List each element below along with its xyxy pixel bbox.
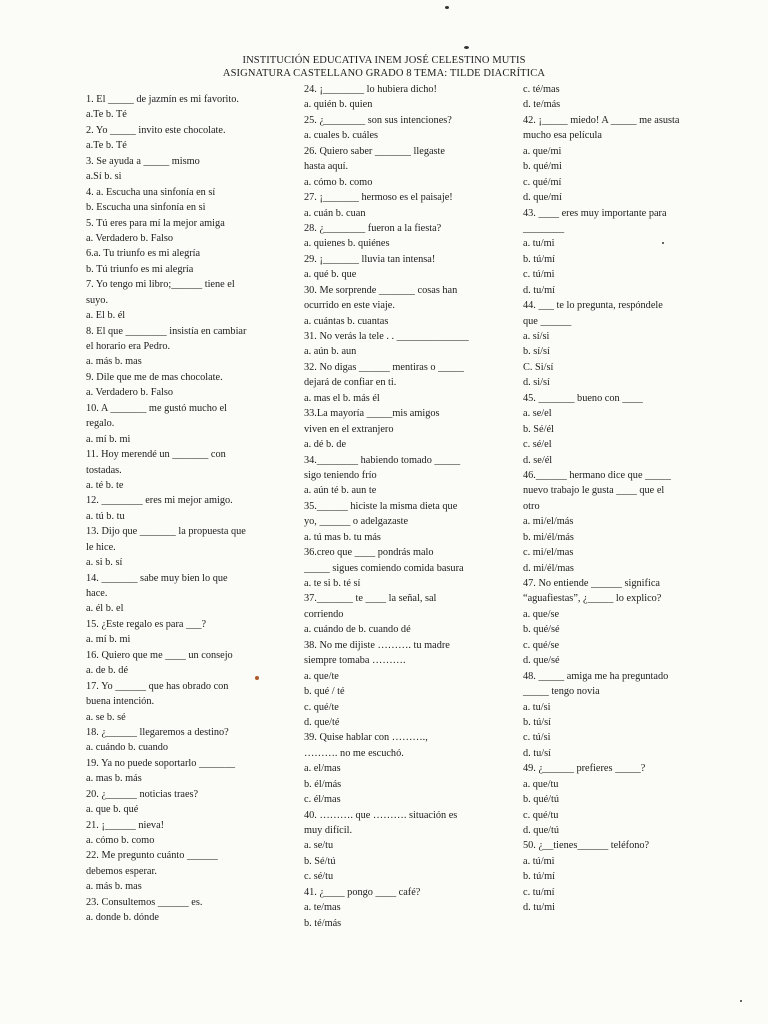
worksheet-line: sigo teniendo frío: [304, 469, 377, 481]
institution-title: INSTITUCIÓN EDUCATIVA INEM JOSÉ CELESTINO MUTIS: [242, 55, 526, 66]
worksheet-line: 28. ¿________ fueron a la fiesta?: [304, 222, 442, 234]
worksheet-line: tostadas.: [86, 464, 122, 476]
worksheet-line: regalo.: [86, 418, 115, 430]
worksheet-line: 47. No entiende ______ significa: [523, 578, 660, 589]
worksheet-line: 18. ¿______ llegaremos a destino?: [86, 726, 229, 738]
worksheet-line: le hice.: [86, 541, 116, 553]
worksheet-line: 3. Se ayuda a _____ mismo: [86, 155, 200, 167]
worksheet-line: 42. ¡_____ miedo! A _____ me asusta: [523, 114, 680, 126]
worksheet-line: c. mi/el/mas: [523, 547, 574, 559]
worksheet-line: 30. Me sorprende _______ cosas han: [304, 284, 458, 296]
worksheet-line: a. te si b. té sí: [304, 578, 361, 589]
worksheet-line: 11. Hoy merendé un _______ con: [86, 449, 226, 461]
worksheet-line: 45. _______ bueno con ____: [523, 392, 643, 404]
worksheet-line: que ______: [523, 315, 572, 327]
worksheet-line: 41. ¿____ pongo ____ café?: [304, 886, 421, 898]
worksheet-line: 1. El _____ de jazmín es mi favorito.: [86, 94, 239, 105]
worksheet-line: ocurrido en este viaje.: [304, 300, 395, 312]
worksheet-line: a. que/te: [304, 670, 339, 682]
worksheet-line: viven en el extranjero: [304, 423, 394, 435]
worksheet-line: hasta aquí.: [304, 161, 349, 173]
worksheet-line: a. mí b. mi: [86, 634, 131, 646]
worksheet-line: a. más b. mas: [86, 356, 142, 368]
worksheet-line: 49. ¿______ prefieres _____?: [523, 763, 646, 775]
worksheet-line: nuevo trabajo le gusta ____ que el: [523, 485, 665, 497]
worksheet-line: a. qué b. que: [304, 269, 357, 281]
worksheet-line: a. tú/mi: [523, 855, 555, 867]
worksheet-line: c. sé/tu: [304, 871, 334, 883]
worksheet-line: 35.______ hiciste la misma dieta que: [304, 500, 458, 512]
worksheet-line: a. tu/mi: [523, 238, 555, 250]
worksheet-line: a. cuántas b. cuantas: [304, 315, 389, 327]
worksheet-line: a. más b. mas: [86, 881, 142, 893]
worksheet-line: otro: [523, 500, 540, 512]
worksheet-line: a. se b. sé: [86, 711, 126, 723]
worksheet-line: corriendo: [304, 608, 344, 620]
worksheet-line: 27. ¡_______ hermoso es el paisaje!: [304, 192, 453, 204]
worksheet-line: a. te/mas: [304, 902, 341, 914]
worksheet-line: 43. ____ eres muy importante para: [523, 207, 667, 219]
worksheet-line: d. se/él: [523, 454, 553, 466]
worksheet-line: dejará de confiar en ti.: [304, 377, 397, 389]
worksheet-line: b. Escucha una sinfonía en si: [86, 202, 206, 214]
worksheet-line: a. cuán b. cuan: [304, 207, 366, 219]
worksheet-line: b. Sé/él: [523, 423, 554, 435]
scan-speck: [740, 1000, 742, 1002]
worksheet-line: buena intención.: [86, 696, 155, 708]
worksheet-line: a. dé b. de: [304, 439, 347, 451]
scan-speck: [255, 676, 259, 680]
worksheet-line: 15. ¿Este regalo es para ___?: [86, 618, 207, 630]
worksheet-line: d. mi/él/mas: [523, 562, 574, 574]
worksheet-line: 24. ¡________ lo hubiera dicho!: [304, 84, 437, 95]
worksheet-line: c. qué/mí: [523, 176, 562, 188]
worksheet-line: 14. _______ sabe muy bien lo que: [86, 572, 228, 584]
worksheet-line: d. que/sé: [523, 655, 560, 667]
worksheet-line: 20. ¿______ noticias traes?: [86, 788, 199, 800]
worksheet-line: 10. A _______ me gustó mucho el: [86, 402, 228, 414]
worksheet-line: 22. Me pregunto cuánto ______: [86, 850, 218, 862]
worksheet-line: 13. Dijo que _______ la propuesta que: [86, 526, 246, 538]
worksheet-line: a. aún té b. aun te: [304, 485, 377, 497]
worksheet-line: 21. ¡______ nieva!: [86, 819, 165, 831]
question-column-1: [86, 92, 246, 926]
worksheet-line: a. él b. el: [86, 603, 124, 615]
worksheet-line: a. mas b. más: [86, 773, 142, 785]
worksheet-line: 4. a. Escucha una sinfonía en sí: [86, 186, 216, 198]
worksheet-line: b. qué/sé: [523, 624, 560, 636]
worksheet-line: 12. ________ eres mi mejor amigo.: [86, 495, 233, 507]
worksheet-line: a. Verdadero b. Falso: [86, 232, 174, 244]
worksheet-line: 6.a. Tu triunfo es mi alegría: [86, 248, 201, 260]
worksheet-line: 7. Yo tengo mi libro;______ tiene el: [86, 279, 235, 291]
worksheet-line: b. qué/mi: [523, 161, 562, 173]
worksheet-line: a. que b. qué: [86, 804, 139, 816]
worksheet-line: 50. ¿__tienes______ teléfono?: [523, 840, 650, 852]
worksheet-line: c. él/mas: [304, 794, 341, 806]
worksheet-line: a. cómo b. como: [304, 176, 373, 188]
worksheet-line: 46.______ hermano dice que _____: [523, 469, 671, 481]
worksheet-line: 25. ¿________ son sus intenciones?: [304, 114, 452, 126]
worksheet-line: c. tú/mi: [523, 269, 555, 281]
worksheet-line: 29. ¡_______ lluvia tan intensa!: [304, 253, 436, 265]
worksheet-line: b. tú/sí: [523, 716, 552, 728]
worksheet-line: a. si b. sí: [86, 557, 123, 569]
worksheet-line: a.Te b. Té: [86, 140, 127, 152]
worksheet-line: a. se/el: [523, 408, 552, 420]
worksheet-line: d. tu/mí: [523, 284, 556, 296]
worksheet-line: 39. Quise hablar con ……….,: [304, 732, 428, 744]
worksheet-line: a. El b. él: [86, 310, 126, 322]
worksheet-line: a. quién b. quien: [304, 99, 373, 111]
worksheet-line: c. qué/tu: [523, 809, 559, 821]
worksheet-line: c. qué/te: [304, 701, 339, 713]
worksheet-line: 19. Ya no puede soportarlo _______: [86, 757, 236, 769]
worksheet-line: el horario era Pedro.: [86, 341, 171, 352]
worksheet-line: a. aún b. aun: [304, 346, 357, 358]
worksheet-line: a. cuándo b. cuando: [86, 742, 169, 754]
worksheet-line: 48. _____ amiga me ha preguntado: [523, 670, 669, 682]
worksheet-line: a. el/mas: [304, 763, 341, 775]
worksheet-line: b. sí/sí: [523, 346, 550, 358]
worksheet-line: d. te/más: [523, 99, 561, 111]
worksheet-line: siempre tomaba ……….: [304, 655, 406, 667]
worksheet-line: d. tu/sí: [523, 747, 552, 759]
worksheet-line: a. mas el b. más él: [304, 392, 380, 404]
worksheet-line: suyo.: [86, 294, 109, 306]
worksheet-line: a. tú mas b. tu más: [304, 531, 381, 543]
worksheet-line: a. tu/si: [523, 701, 551, 713]
worksheet-line: ________: [523, 222, 565, 234]
worksheet-line: 9. Dile que me de mas chocolate.: [86, 371, 223, 383]
worksheet-line: a. de b. dé: [86, 665, 129, 677]
worksheet-line: a. se/tu: [304, 840, 334, 852]
worksheet-line: b. mi/él/más: [523, 531, 574, 543]
worksheet-line: 34.________ habiendo tomado _____: [304, 454, 461, 466]
worksheet-line: b. té/más: [304, 917, 342, 929]
worksheet-line: 40. ………. que ………. situación es: [304, 809, 458, 821]
worksheet-line: C. Si/sí: [523, 361, 554, 373]
worksheet-line: a. que/mi: [523, 145, 562, 157]
worksheet-line: b. Sé/tú: [304, 855, 336, 867]
worksheet-line: a. cuales b. cuáles: [304, 130, 379, 142]
worksheet-line: yo, ______ o adelgazaste: [304, 516, 409, 528]
worksheet-line: hace.: [86, 588, 108, 599]
worksheet-line: a. que/tu: [523, 778, 559, 790]
worksheet-line: d. que/tú: [523, 825, 560, 836]
worksheet-line: b. Tú triunfo es mi alegría: [86, 263, 194, 275]
worksheet-line: 38. No me dijiste ………. tu madre: [304, 639, 450, 651]
worksheet-line: a.Sí b. si: [86, 171, 122, 183]
worksheet-line: 37._______ te ____ la señal, sal: [304, 593, 437, 605]
scan-speck: [464, 46, 469, 49]
worksheet-line: d. que/té: [304, 716, 340, 728]
worksheet-line: a. tú b. tu: [86, 510, 125, 522]
worksheet-line: a. cuándo de b. cuando dé: [304, 624, 411, 636]
worksheet-line: c. tu/mí: [523, 886, 555, 898]
worksheet-line: 33.La mayoría _____mis amigos: [304, 408, 440, 420]
worksheet-line: a.Te b. Té: [86, 109, 127, 121]
worksheet-line: a. sí/si: [523, 331, 550, 342]
worksheet-line: 8. El que ________ insistía en cambiar: [86, 325, 247, 337]
worksheet-header: [0, 54, 768, 80]
worksheet-line: b. tú/mí: [523, 871, 556, 883]
scan-speck: [662, 242, 664, 244]
worksheet-line: c. tú/si: [523, 732, 551, 744]
worksheet-line: _____ sigues comiendo comida basura: [304, 562, 464, 574]
worksheet-line: b. tú/mí: [523, 253, 556, 265]
worksheet-line: b. qué / té: [304, 686, 345, 698]
worksheet-line: c. qué/se: [523, 639, 560, 651]
worksheet-line: a. cómo b. como: [86, 835, 155, 846]
worksheet-line: a. Verdadero b. Falso: [86, 387, 174, 399]
worksheet-line: 17. Yo ______ que has obrado con: [86, 680, 229, 692]
worksheet-line: c. sé/el: [523, 439, 552, 451]
worksheet-line: a. donde b. dónde: [86, 912, 159, 924]
worksheet-line: a. quienes b. quiénes: [304, 238, 390, 250]
worksheet-line: “aguafiestas”, ¿_____ lo explico?: [523, 593, 662, 605]
worksheet-line: d. si/sí: [523, 377, 550, 389]
worksheet-line: muy difícil.: [304, 825, 353, 836]
worksheet-line: 26. Quiero saber _______ llegaste: [304, 145, 445, 157]
worksheet-line: a. té b. te: [86, 479, 124, 491]
worksheet-line: 5. Tú eres para mí la mejor amiga: [86, 217, 225, 229]
worksheet-line: 32. No digas ______ mentiras o _____: [304, 361, 464, 373]
worksheet-line: a. mí b. mi: [86, 433, 131, 445]
worksheet-line: 44. ___ te lo pregunta, respóndele: [523, 300, 663, 312]
worksheet-line: b. qué/tú: [523, 794, 560, 806]
worksheet-line: 31. No verás la tele . . ______________: [304, 331, 469, 342]
worksheet-line: b. él/más: [304, 778, 342, 790]
question-column-3: [523, 82, 679, 916]
worksheet-line: mucho esa película: [523, 130, 602, 142]
worksheet-line: 2. Yo _____ invito este chocolate.: [86, 124, 226, 136]
worksheet-line: _____ tengo novia: [523, 686, 600, 698]
worksheet-line: d. tu/mi: [523, 902, 556, 914]
worksheet-line: debemos esperar.: [86, 865, 157, 877]
worksheet-line: ………. no me escuchó.: [304, 747, 404, 759]
question-column-2: [304, 82, 469, 931]
worksheet-line: d. que/mí: [523, 192, 562, 204]
worksheet-line: a. mi/el/más: [523, 516, 574, 528]
worksheet-line: 36.creo que ____ pondrás malo: [304, 547, 434, 559]
worksheet-line: c. té/mas: [523, 84, 560, 95]
subject-line: ASIGNATURA CASTELLANO GRADO 8 TEMA: TILDE DIACRÍTICA: [222, 68, 546, 79]
worksheet-line: 23. Consultemos ______ es.: [86, 896, 203, 908]
worksheet-line: a. que/se: [523, 608, 560, 620]
worksheet-line: 16. Quiero que me ____ un consejo: [86, 649, 233, 661]
scan-speck: [445, 6, 449, 9]
